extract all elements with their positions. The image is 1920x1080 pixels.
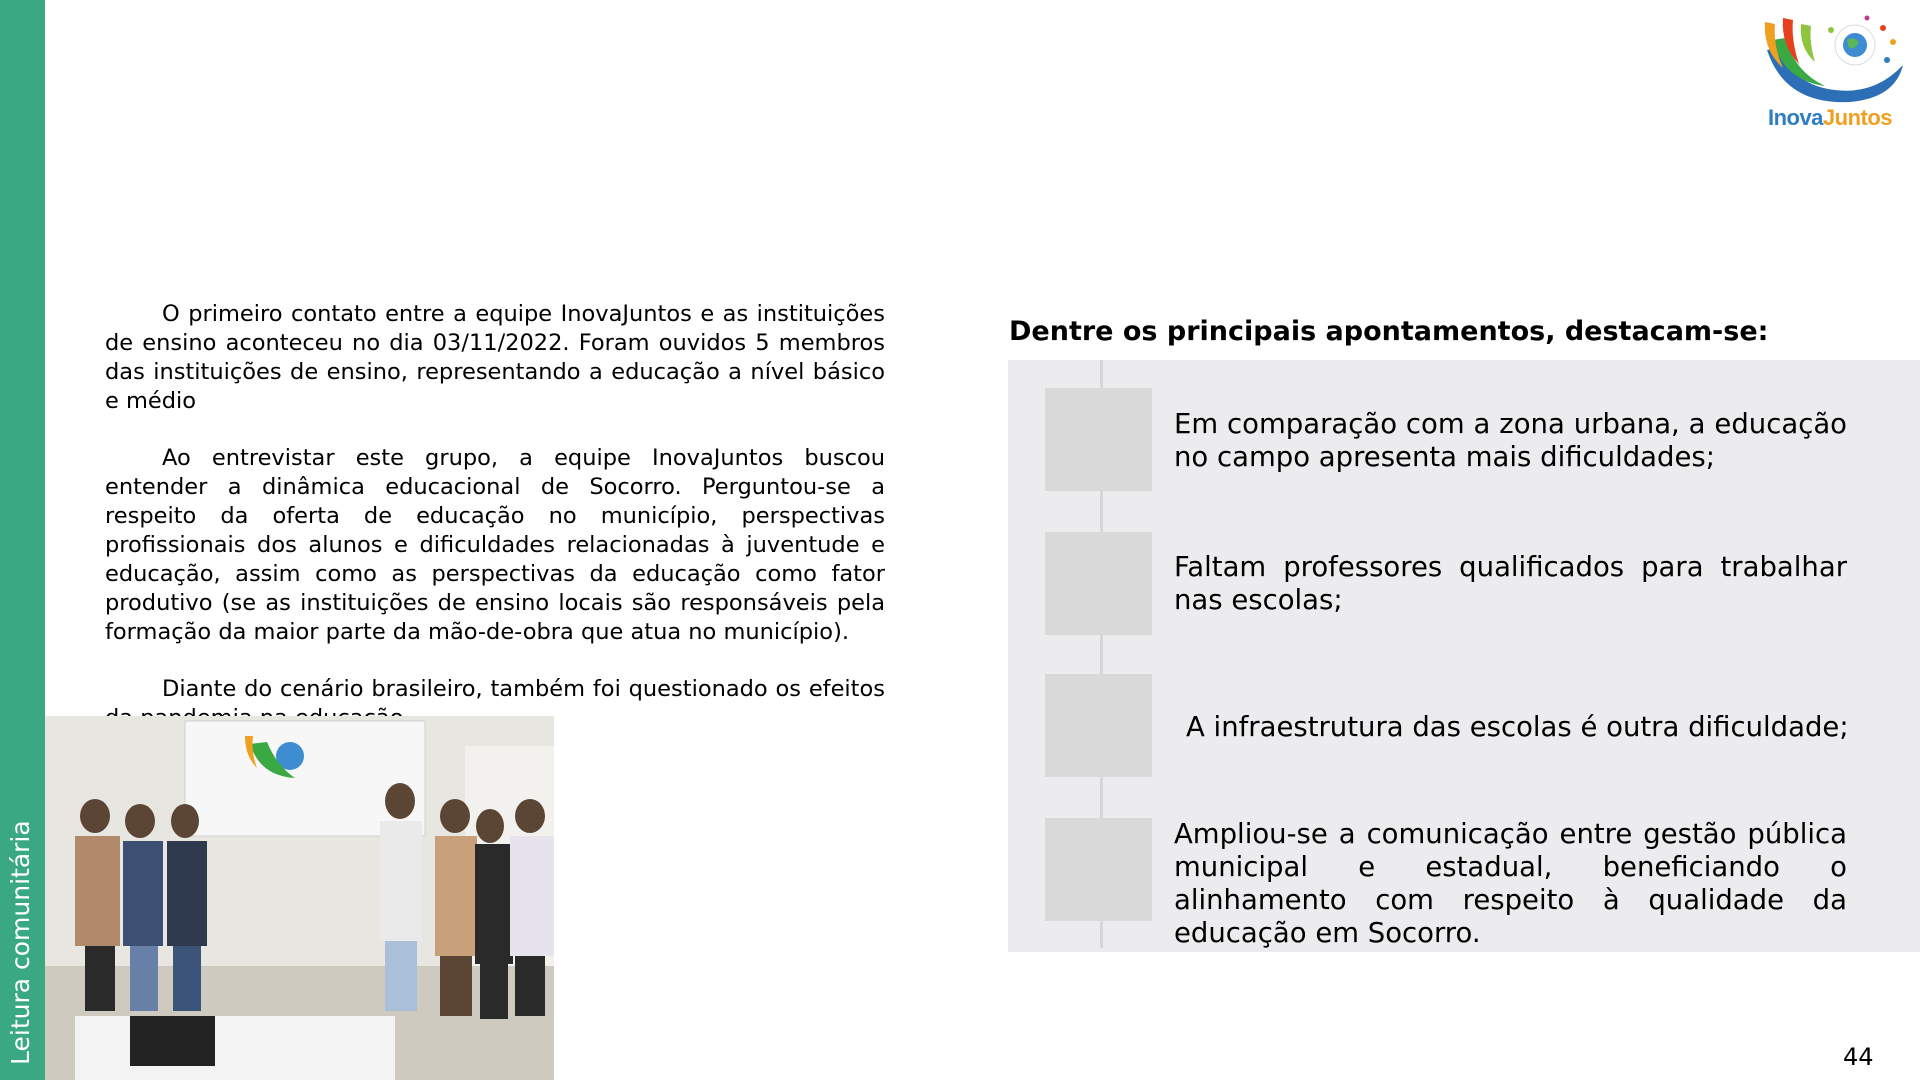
item-marker bbox=[1045, 818, 1152, 921]
item-marker bbox=[1045, 532, 1152, 635]
meeting-photo bbox=[45, 716, 554, 1080]
intro-paragraph: Ao entrevistar este grupo, a equipe InovaJuntos buscou entender a dinâmica educacional de Socorro. Perguntou-se a respeito da oferta de educação no município, perspectivas profissionais dos alunos e dificuldades relacionadas à juventude e educação, assim como as perspectivas da educação como fator produtivo (se as instituições de ensino locais são responsáveis pela formação da maior parte da mão-de-obra que atua no município). bbox=[105, 445, 885, 645]
sidebar bbox=[0, 0, 45, 1080]
intro-paragraph: O primeiro contato entre a equipe InovaJuntos e as instituições de ensino aconteceu no dia 03/11/2022. Foram ouvidos 5 membros das instituições de ensino, representando a educação a nível básico e médio bbox=[105, 301, 885, 414]
highlights-heading: Dentre os principais apontamentos, destacam-se: bbox=[1009, 316, 1769, 347]
inovajuntos-logo bbox=[1755, 10, 1905, 140]
highlight-item: Em comparação com a zona urbana, a educação no campo apresenta mais dificuldades; bbox=[1174, 408, 1847, 473]
highlight-item: A infraestrutura das escolas é outra dificuldade; bbox=[1186, 711, 1849, 743]
page-number: 44 bbox=[1843, 1043, 1874, 1071]
highlight-item: Ampliou-se a comunicação entre gestão pública municipal e estadual, beneficiando o alinhamento com respeito à qualidade da educação em Socorro. bbox=[1174, 818, 1847, 949]
item-marker bbox=[1045, 674, 1152, 777]
item-marker bbox=[1045, 388, 1152, 491]
photo-illustration bbox=[45, 716, 554, 1080]
intro-paragraph: Diante do cenário brasileiro, também foi questionado os efeitos bbox=[162, 676, 885, 702]
logo-graphic bbox=[1755, 10, 1905, 105]
highlight-item: Faltam professores qualificados para trabalhar nas escolas; bbox=[1174, 551, 1847, 616]
intro-text bbox=[105, 300, 885, 761]
sidebar-label: Leitura comunitária bbox=[6, 820, 35, 1065]
logo-wordmark: InovaJuntos bbox=[1767, 105, 1893, 130]
